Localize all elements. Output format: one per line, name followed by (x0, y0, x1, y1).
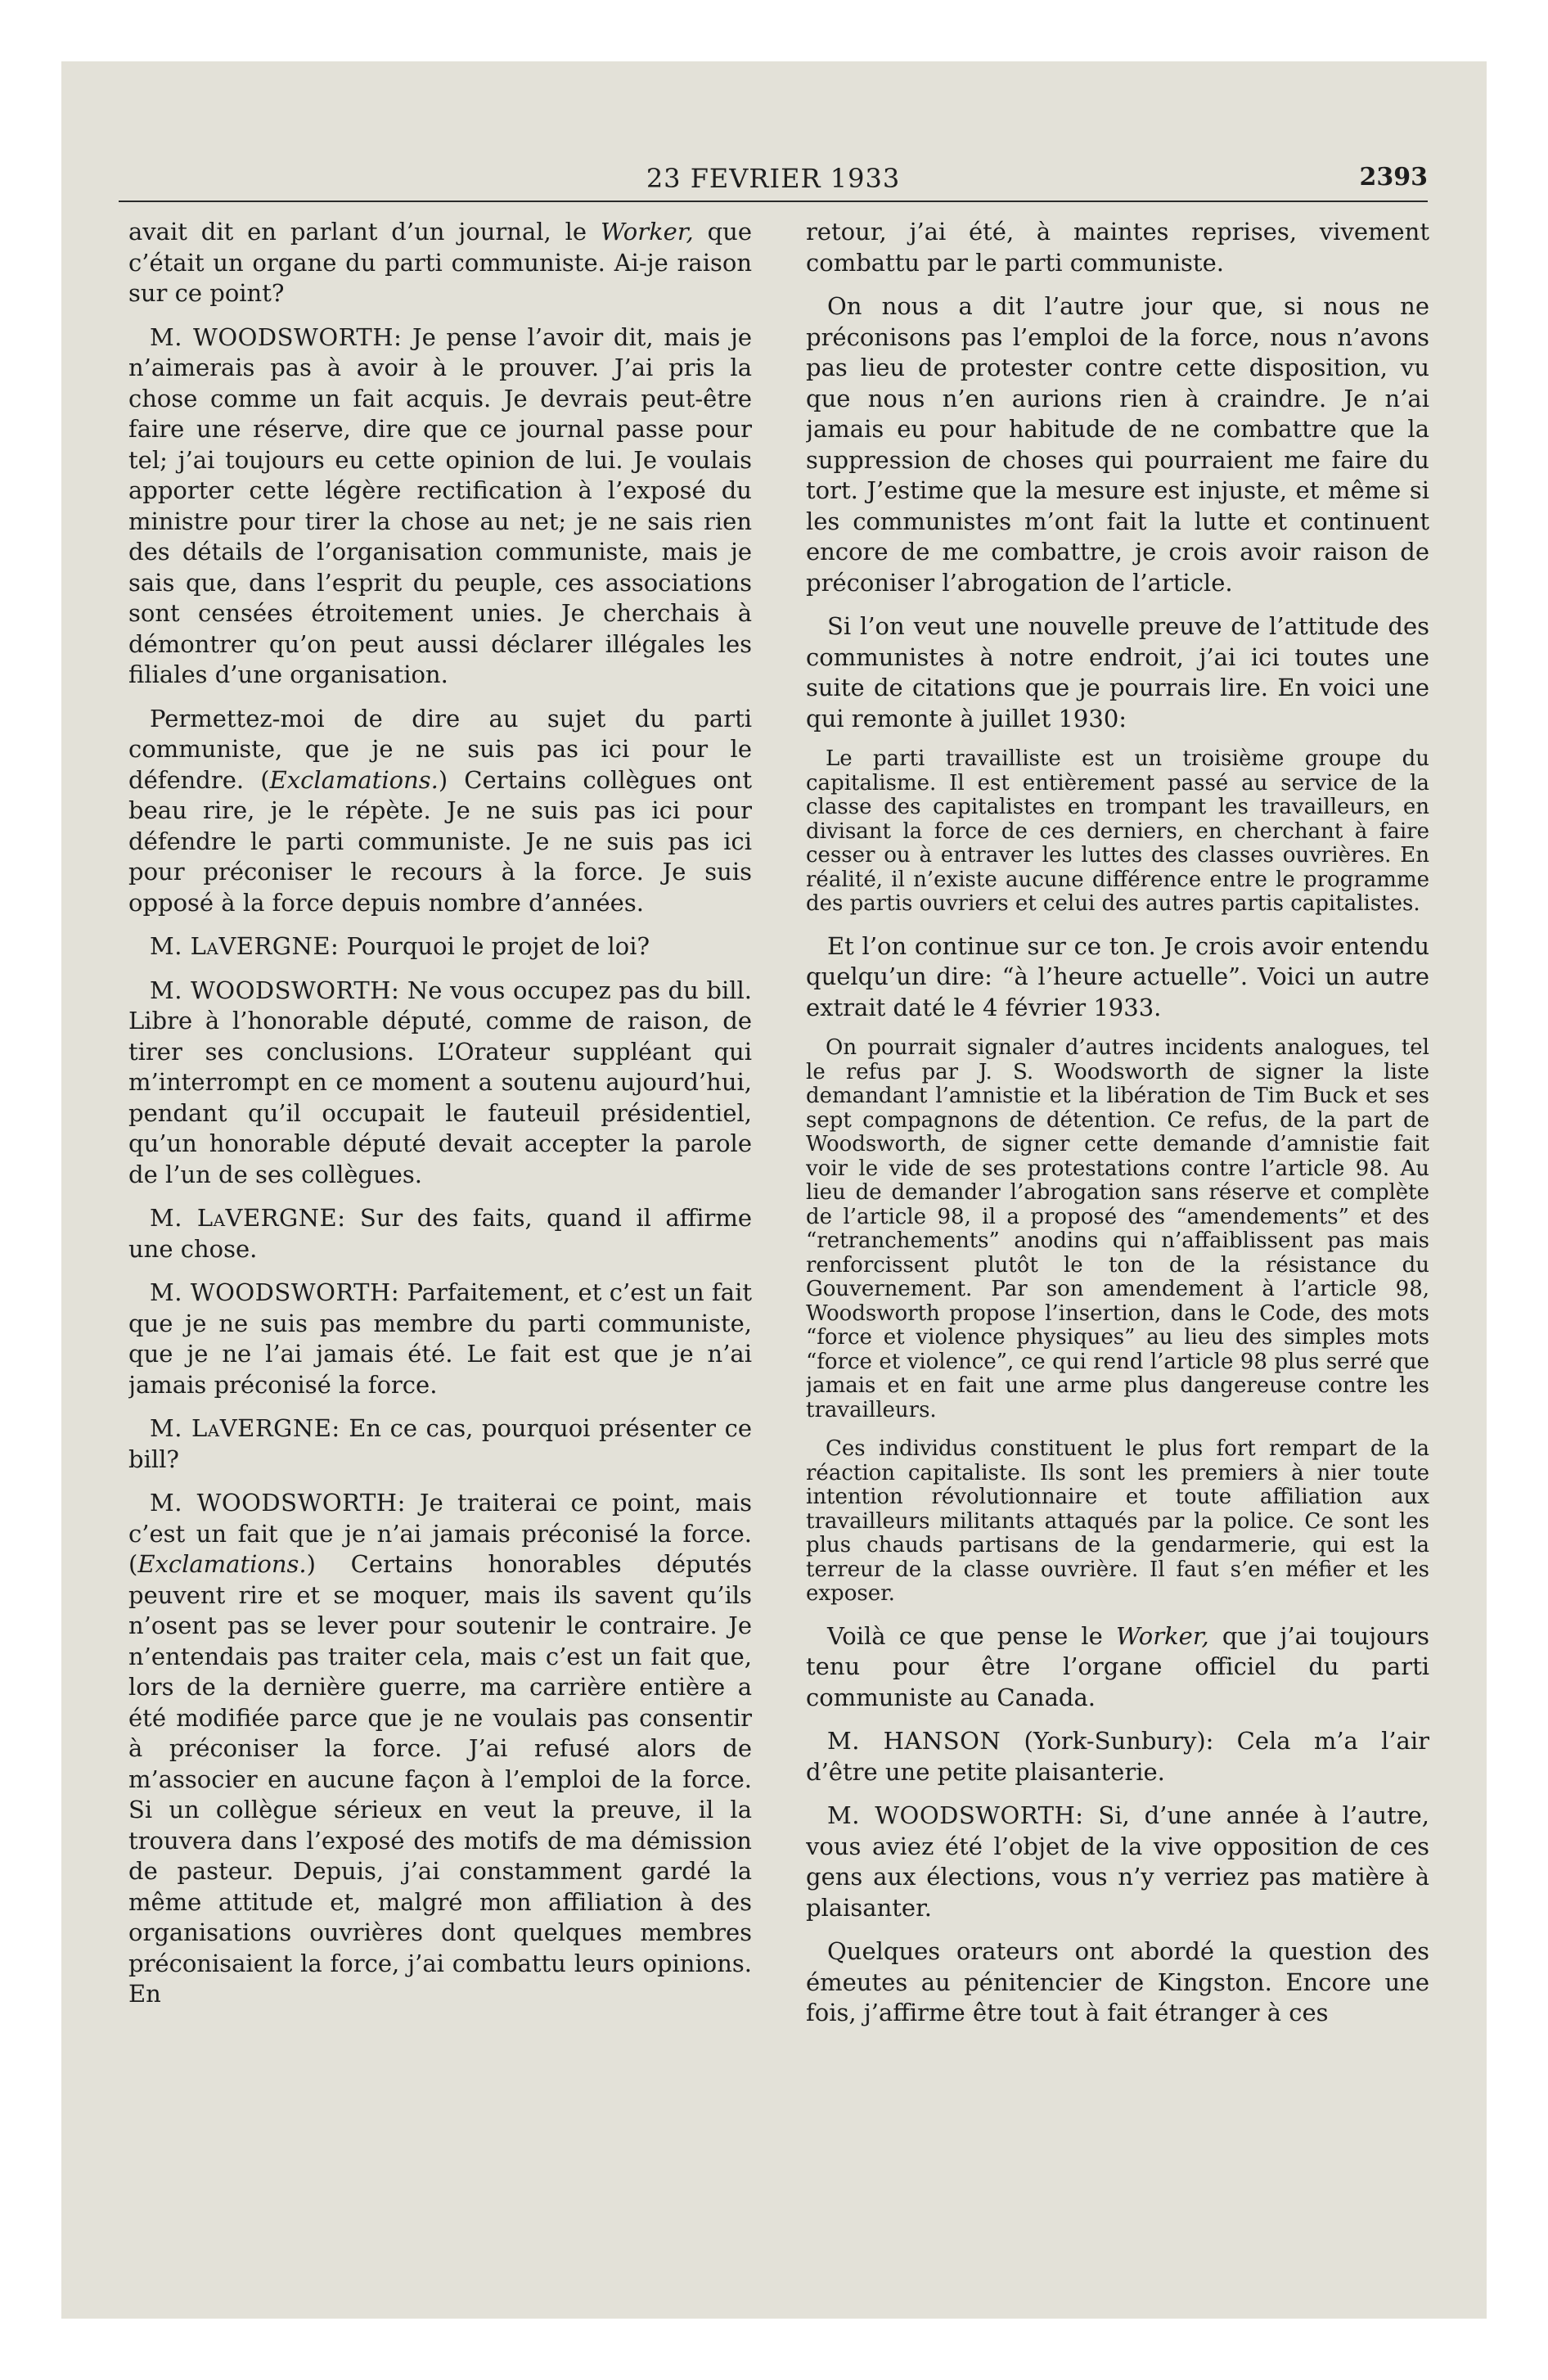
speech-lavergne: M. LaVERGNE: En ce cas, pourquoi présenter ce bill? (128, 1414, 752, 1473)
paragraph: Quelques orateurs ont abordé la question des émeutes au pénitencier de Kingston. Encore une fois, j’affirme être tout à fait étranger à ces (806, 1937, 1429, 2026)
paragraph: Et l’on continue sur ce ton. Je crois avoir entendu quelqu’un dire: “à l’heure actuelle”. Voici un autre extrait daté le 4 février 1933. (806, 931, 1429, 1021)
speaker-name: M. LaVERGNE: (150, 932, 340, 960)
stage-direction: Exclamations. (269, 765, 439, 794)
stage-direction: Exclamations. (137, 1550, 307, 1578)
speaker-name: M. LaVERGNE: (150, 1204, 346, 1232)
speech-woodsworth: M. WOODSWORTH: Je traiterai ce point, mais c’est un fait que je n’ai jamais préconisé la force. (Exclamations.) Certains honorables députés peuvent rire et se moquer, mais ils savent qu’ils n’osent pas se lever pour soutenir le contraire. Je n’entendais pas traiter cela, mais c’est un fait que, lors de la dernière guerre, ma carrière entière a été modifiée parce que je ne voulais pas consentir à préconiser la force. J’ai refusé alors de m’associer en aucune façon à l’emploi de la force. Si un collègue sérieux en veut la preuve, il la trouvera dans l’exposé des motifs de ma démission de pasteur. Depuis, j’ai constamment gardé la même attitude et, malgré mon affiliation à des organisations ouvrières dont quelques membres préconisaient la force, j’ai combattu leurs opinions. En (128, 1489, 752, 2008)
paragraph: retour, j’ai été, à maintes reprises, vivement combattu par le parti communiste. (806, 218, 1429, 277)
journal-name: Worker, (600, 218, 694, 246)
paragraph: Si l’on veut une nouvelle preuve de l’attitude des communistes à notre endroit, j’ai ici toutes une suite de citations que je pourrais lire. En voici une qui remonte à juillet 1930: (806, 612, 1429, 732)
speaker-name: M. HANSON (827, 1727, 1001, 1755)
speaker-name: M. WOODSWORTH: (827, 1801, 1084, 1829)
speaker-name: M. WOODSWORTH: (150, 976, 400, 1004)
quotation: Ces individus constituent le plus fort rempart de la réaction capitaliste. Ils sont les premiers à nier toute intention révolutionnaire et toute affiliation aux travailleurs militants attaqués par la police. Ce sont les plus chauds partisans de la gendarmerie, qui est la terreur de la classe ouvrière. Il faut s’en méfier et les exposer. (806, 1436, 1429, 1606)
speech-lavergne: M. LaVERGNE: Pourquoi le projet de loi? (150, 932, 650, 960)
right-column (806, 217, 1429, 2263)
speaker-name: M. WOODSWORTH: (150, 1489, 406, 1517)
speech-woodsworth: M. WOODSWORTH: Ne vous occupez pas du bill. Libre à l’honorable député, comme de raison, de tirer ses conclusions. L’Orateur suppléant qui m’interrompt en ce moment a soutenu aujourd’hui, pendant qu’il occupait le fauteuil présidentiel, qu’un honorable député devait accepter la parole de l’un de ses collègues. (128, 976, 752, 1188)
speaker-name: M. WOODSWORTH: (150, 322, 403, 351)
paragraph: avait dit en parlant d’un journal, le Worker, que c’était un organe du parti communiste. Ai-je raison sur ce point? (128, 218, 752, 307)
paragraph: Permettez-moi de dire au sujet du parti communiste, que je ne suis pas ici pour le défendre. (Exclamations.) Certains collègues ont beau rire, je le répète. Je ne suis pas ici pour défendre le parti communiste. Je ne suis pas ici pour préconiser le recours à la force. Je suis opposé à la force depuis nombre d’années. (128, 704, 752, 917)
paragraph: Voilà ce que pense le Worker, que j’ai toujours tenu pour être l’organe officiel du parti communiste au Canada. (806, 1621, 1429, 1711)
speaker-name: M. WOODSWORTH: (150, 1278, 400, 1306)
speech-woodsworth: M. WOODSWORTH: Parfaitement, et c’est un fait que je ne suis pas membre du parti communiste, que je ne l’ai jamais été. Le fait est que je n’ai jamais préconisé la force. (128, 1278, 752, 1399)
journal-name: Worker, (1115, 1621, 1209, 1650)
page-sheet (61, 61, 1487, 2319)
page-number: 2393 (1359, 163, 1428, 192)
speaker-name: M. LaVERGNE: (150, 1414, 340, 1442)
speech-woodsworth: M. WOODSWORTH: Je pense l’avoir dit, mais je n’aimerais pas à avoir à le prouver. J’ai pris la chose comme un fait acquis. Je devrais peut-être faire une réserve, dire que ce journal passe pour tel; j’ai toujours eu cette opinion de lui. Je voulais apporter cette légère rectification à l’exposé du ministre pour tirer la chose au net; je ne sais rien des détails de l’organisation communiste, mais je sais que, dans l’esprit du peuple, ces associations sont censées étroitement unies. Je cherchais à démontrer qu’on peut aussi déclarer illégales les filiales d’une organisation. (128, 322, 752, 688)
header-date: 23 FEVRIER 1933 (646, 163, 901, 194)
quotation: Le parti travailliste est un troisième groupe du capitalisme. Il est entièrement passé au service de la classe des capitalistes en trompant les travailleurs, en divisant la force de ces derniers, en cherchant à faire cesser ou à entraver les luttes des classes ouvrières. En réalité, il n’existe aucune différence entre le programme des partis ouvriers et celui des autres partis capitalistes. (806, 746, 1429, 916)
quotation: On pourrait signaler d’autres incidents analogues, tel le refus par J. S. Woodsworth de signer la liste demandant l’amnistie et la libération de Tim Buck et ses sept compagnons de détention. Ce refus, de la part de Woodsworth, de signer cette demande d’amnistie fait voir le vide de ses protestations contre l’article 98. Au lieu de demander l’abrogation sans réserve et complète de l’article 98, il a proposé des “amendements” et des “retranchements” anodins qui n’affaiblissent pas mais renforcissent plutôt le ton de la résistance du Gouvernement. Par son amendement à l’article 98, Woodsworth propose l’insertion, dans le Code, des mots “force et violence physiques” au lieu des simples mots “force et violence”, ce qui rend l’article 98 plus serré que jamais et en fait une arme plus dangereuse contre les travailleurs. (806, 1035, 1429, 1422)
paragraph: On nous a dit l’autre jour que, si nous ne préconisons pas l’emploi de la force, nous n’avons pas lieu de protester contre cette disposition, vu que nous n’en aurions rien à craindre. Je n’ai jamais eu pour habitude de ne combattre que la suppression de choses qui pourraient me faire du tort. J’estime que la mesure est injuste, et même si les communistes m’ont fait la lutte et continuent encore de me combattre, je crois avoir raison de préconiser l’abrogation de l’article. (806, 292, 1429, 597)
left-column (128, 217, 752, 2263)
speech-lavergne: M. LaVERGNE: Sur des faits, quand il affirme une chose. (128, 1204, 752, 1263)
speech-woodsworth: M. WOODSWORTH: Si, d’une année à l’autre, vous aviez été l’objet de la vive opposition de ces gens aux élections, vous n’y verriez pas matière à plaisanter. (806, 1801, 1429, 1922)
speech-hanson: M. HANSON (York-Sunbury): Cela m’a l’air d’être une petite plaisanterie. (806, 1727, 1429, 1786)
running-header (119, 160, 1428, 202)
